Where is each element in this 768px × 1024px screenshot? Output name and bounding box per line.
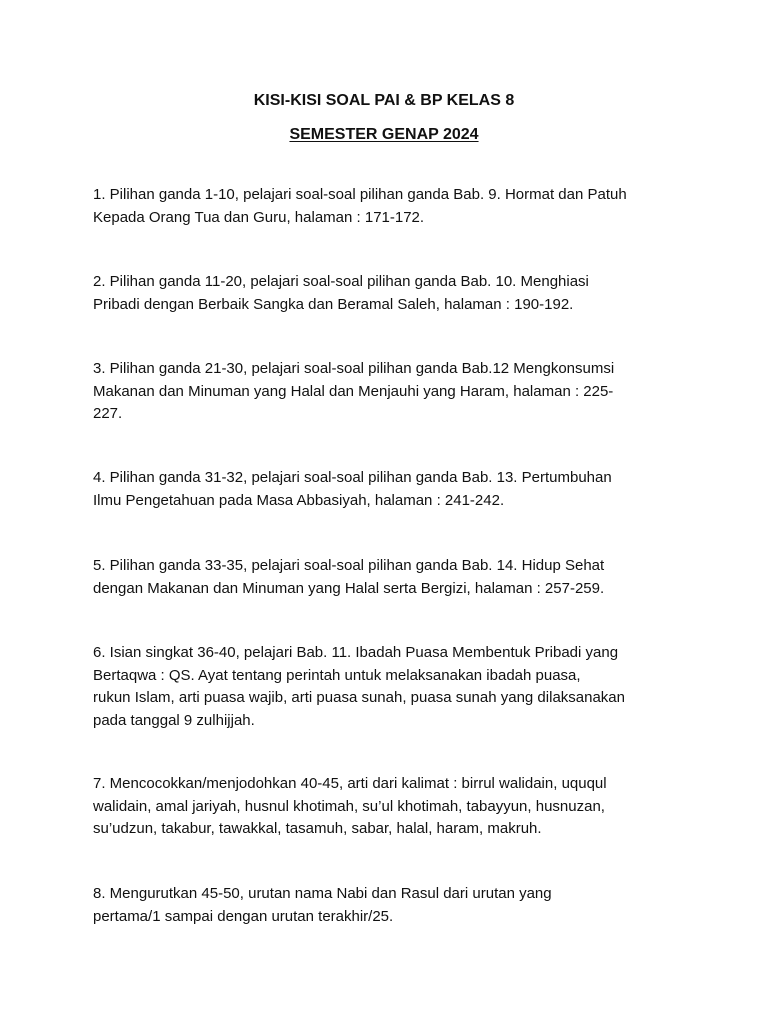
list-item-line: 3. Pilihan ganda 21-30, pelajari soal-soal pilihan ganda Bab.12 Mengkonsumsi <box>93 360 615 377</box>
list-item-line: 5. Pilihan ganda 33-35, pelajari soal-soal pilihan ganda Bab. 14. Hidup Sehat <box>93 557 605 574</box>
list-item-line: 4. Pilihan ganda 31-32, pelajari soal-soal pilihan ganda Bab. 13. Pertumbuhan <box>93 469 612 486</box>
list-item-line: Makanan dan Minuman yang Halal dan Menjauhi yang Haram, halaman : 225- <box>93 382 614 400</box>
list-item-line: Ilmu Pengetahuan pada Masa Abbasiyah, halaman : 241-242. <box>93 491 505 509</box>
list-item-4 <box>93 467 683 512</box>
list-item-5 <box>93 555 683 600</box>
list-item-line: pertama/1 sampai dengan urutan terakhir/25. <box>93 907 394 925</box>
list-item-2 <box>93 271 683 316</box>
list-item-line: rukun Islam, arti puasa wajib, arti puasa sunah, puasa sunah yang dilaksanakan <box>93 689 625 706</box>
list-item-line: 8. Mengurutkan 45-50, urutan nama Nabi dan Rasul dari urutan yang <box>93 885 552 902</box>
list-item-line: su’udzun, takabur, tawakkal, tasamuh, sabar, halal, haram, makruh. <box>93 820 542 837</box>
list-item-line: 1. Pilihan ganda 1-10, pelajari soal-soal pilihan ganda Bab. 9. Hormat dan Patuh <box>93 186 627 203</box>
document-title: KISI-KISI SOAL PAI & BP KELAS 8 <box>253 92 515 109</box>
document-subtitle <box>0 125 768 145</box>
list-item-7 <box>93 773 683 841</box>
list-item-1 <box>93 184 683 229</box>
list-item-line: 2. Pilihan ganda 11-20, pelajari soal-soal pilihan ganda Bab. 10. Menghiasi <box>93 273 589 290</box>
list-item-3 <box>93 358 683 426</box>
list-item-line: walidain, amal jariyah, husnul khotimah, su’ul khotimah, tabayyun, husnuzan, <box>93 797 605 815</box>
list-item-6 <box>93 642 683 732</box>
list-item-line: 227. <box>93 405 123 422</box>
document-subtitle-text: SEMESTER GENAP 2024 <box>289 126 479 143</box>
list-item-line: pada tanggal 9 zulhijjah. <box>93 711 255 729</box>
list-item-line: 7. Mencocokkan/menjodohkan 40-45, arti dari kalimat : birrul walidain, uququl <box>93 775 607 792</box>
list-item-line: Pribadi dengan Berbaik Sangka dan Beramal Saleh, halaman : 190-192. <box>93 295 574 313</box>
list-item-line: Kepada Orang Tua dan Guru, halaman : 171-172. <box>93 208 425 226</box>
list-item-line: Bertaqwa : QS. Ayat tentang perintah untuk melaksanakan ibadah puasa, <box>93 666 581 684</box>
list-item-line: dengan Makanan dan Minuman yang Halal serta Bergizi, halaman : 257-259. <box>93 579 605 597</box>
list-item-line: 6. Isian singkat 36-40, pelajari Bab. 11. Ibadah Puasa Membentuk Pribadi yang <box>93 644 619 661</box>
list-item-8 <box>93 883 683 928</box>
